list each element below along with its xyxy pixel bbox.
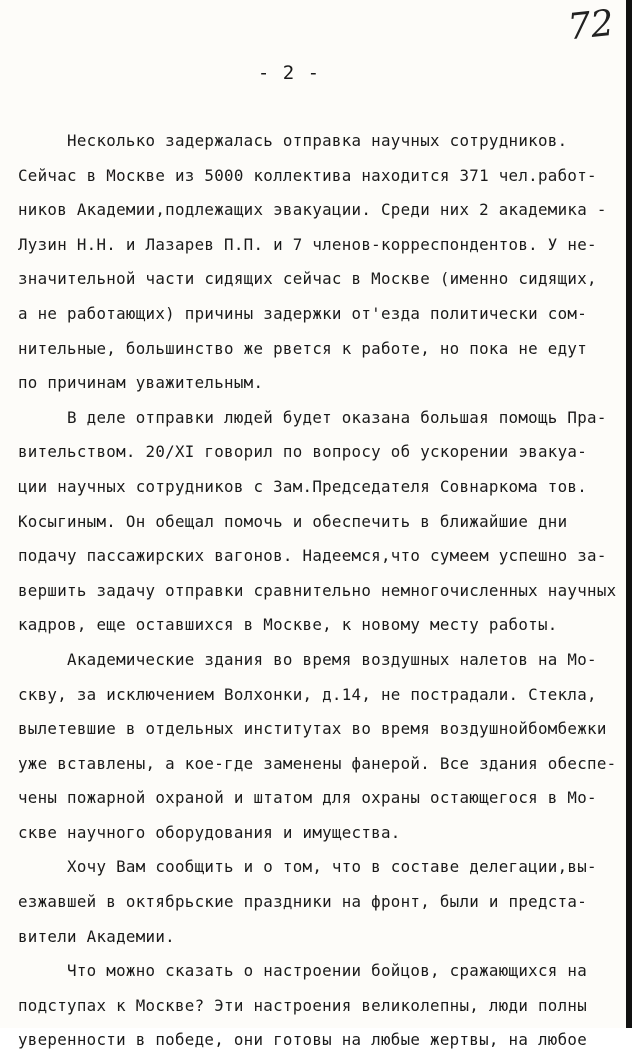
text-line: нительные, большинство же рвется к работе, но пока не едут	[18, 338, 588, 358]
text-line: чены пожарной охраной и штатом для охраны остающегося в Мо-	[18, 788, 597, 808]
text-line: Несколько задержалась отправка научных сотрудников.	[18, 131, 568, 150]
text-line: вылетевшие в отдельных институтах во время воздушнойбомбежки	[18, 719, 607, 739]
text-line: значительной части сидящих сейчас в Москве (именно сидящих,	[18, 269, 597, 289]
body-text	[18, 124, 617, 1058]
text-line: уверенности в победе, они готовы на любые жертвы, на любое	[18, 1030, 588, 1050]
scan-edge	[626, 0, 632, 1028]
text-line: вительством. 20/XI говорил по вопросу об ускорении эвакуа-	[18, 442, 588, 462]
text-line: Косыгиным. Он обещал помочь и обеспечить в ближайшие дни	[18, 511, 568, 531]
text-line: подачу пассажирских вагонов. Надеемся,что сумеем успешно за-	[18, 546, 607, 566]
text-line: Что можно сказать о настроении бойцов, сражающихся на	[18, 961, 588, 981]
text-line: вершить задачу отправки сравнительно немногочисленных научных	[18, 580, 617, 600]
text-line: Сейчас в Москве из 5000 коллектива находится 371 чел.работ-	[18, 165, 597, 185]
text-line: подступах к Москве? Эти настроения великолепны, люди полны	[18, 995, 588, 1015]
text-line: ников Академии,подлежащих эвакуации. Среди них 2 академика -	[18, 200, 607, 220]
text-line: уже вставлены, а кое-где заменены фанерой. Все здания обеспе-	[18, 753, 617, 773]
text-line: вители Академии.	[18, 926, 175, 946]
text-line: В деле отправки людей будет оказана большая помощь Пра-	[18, 407, 607, 427]
page-number: - 2 -	[257, 62, 321, 84]
text-line: Хочу Вам сообщить и о том, что в составе делегации,вы-	[18, 857, 597, 877]
text-line: скве научного оборудования и имущества.	[18, 822, 401, 842]
text-line: езжавшей в октябрьские праздники на фронт, были и предста-	[18, 892, 588, 912]
text-line: а не работающих) причины задержки от'езда политически сом-	[18, 303, 588, 323]
handwritten-page-number: 72	[566, 2, 616, 49]
text-line: по причинам уважительным.	[18, 373, 264, 393]
text-line: ции научных сотрудников с Зам.Председателя Совнаркома тов.	[18, 476, 588, 496]
text-line: Лузин Н.Н. и Лазарев П.П. и 7 членов-корреспондентов. У не-	[18, 234, 597, 254]
text-line: Академические здания во время воздушных налетов на Мо-	[18, 649, 597, 669]
text-line: кадров, еще оставшихся в Москве, к новому месту работы.	[18, 615, 558, 635]
text-line: скву, за исключением Волхонки, д.14, не пострадали. Стекла,	[18, 684, 597, 704]
